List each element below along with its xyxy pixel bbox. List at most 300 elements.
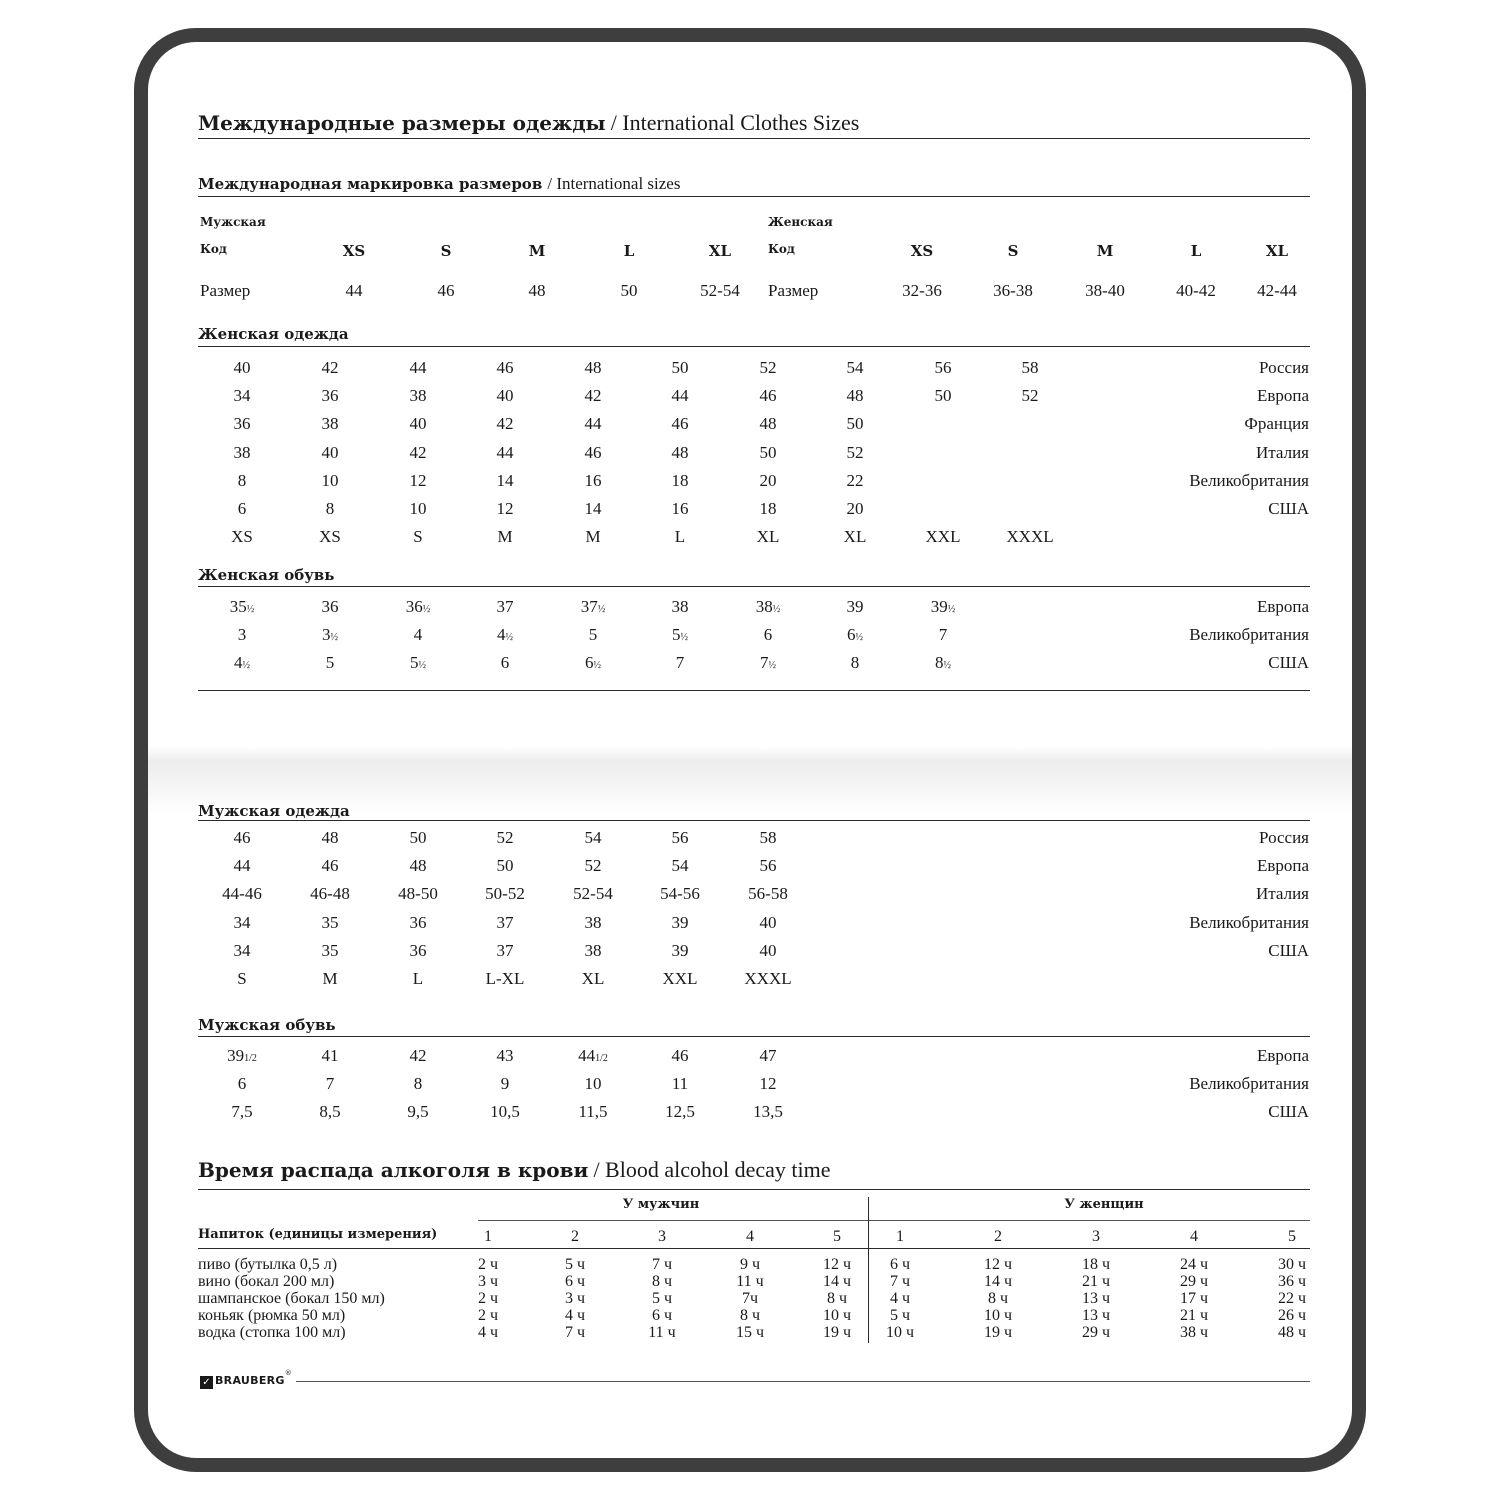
alcohol-women-cell: 13 ч [1081, 1290, 1111, 1307]
men-clothes-cell: 37 [496, 912, 514, 932]
women-shoes-cell [234, 653, 250, 673]
women-shoes-cell [756, 597, 781, 617]
women-shoes-cell-fraction: ½ [418, 660, 426, 672]
men-clothes-country: США [1268, 940, 1309, 960]
alcohol-men-cell: 2 ч [477, 1307, 499, 1324]
men-clothes-cell: 46 [321, 856, 339, 876]
women-clothes-cell: 42 [321, 358, 339, 377]
men-shoes-cell-whole: 13,5 [753, 1102, 783, 1122]
women-shoes-cell-fraction: ½ [242, 660, 250, 672]
men-shoes-cell-whole: 7 [325, 1074, 335, 1094]
women-shoes-cell [406, 597, 431, 617]
intl-women-code: XL [1265, 242, 1289, 260]
women-shoes-cell-fraction: ½ [943, 660, 951, 672]
alcohol-women-cell: 29 ч [1179, 1273, 1209, 1290]
women-shoes-cell-whole: 7 [938, 625, 948, 645]
women-clothes-country: Франция [1244, 414, 1309, 434]
women-shoes-cell-whole: 38 [755, 597, 773, 616]
alcohol-men-cell: 6 ч [564, 1273, 586, 1290]
men-shoes-cell [322, 1046, 339, 1066]
women-shoes-cell [847, 597, 864, 617]
alcohol-men-cell: 10 ч [822, 1307, 852, 1324]
women-shoes-cell-whole: 8 [850, 653, 860, 673]
women-shoes-cell-whole: 5 [410, 653, 419, 673]
men-shoes-cell [497, 1046, 514, 1066]
women-shoes-cell-whole: 39 [930, 597, 948, 616]
men-clothes-cell: S [237, 969, 247, 988]
women-clothes-cell: 44 [496, 442, 514, 462]
women-clothes-cell: XL [843, 527, 867, 547]
women-clothes-cell: 36 [233, 414, 251, 434]
alcohol-women-cell: 30 ч [1277, 1256, 1307, 1273]
men-clothes-cell: 50 [496, 856, 514, 876]
alcohol-men-cell: 19 ч [822, 1324, 852, 1341]
men-shoes-cell-whole: 10 [584, 1074, 602, 1094]
women-shoes-cell [589, 625, 598, 645]
women-shoes-cell-fraction: ½ [680, 632, 688, 644]
alcohol-women-cell: 5 ч [889, 1307, 911, 1324]
women-shoes-cell-fraction: ½ [593, 660, 601, 672]
men-clothes-country: Европа [1256, 856, 1309, 876]
women-clothes-cell: XL [756, 527, 780, 547]
intl-women-code: L [1190, 242, 1202, 260]
women-shoes-country: США [1268, 653, 1309, 673]
women-shoes-cell-whole: 8 [935, 653, 944, 673]
alcohol-women-cell: 26 ч [1277, 1307, 1307, 1324]
intl-men-code: XS [342, 242, 366, 260]
men-clothes-cell: 35 [321, 940, 339, 960]
women-clothes-cell: 22 [846, 470, 864, 490]
women-shoes-cell [585, 653, 601, 673]
men-clothes-cell: XXL [662, 969, 698, 988]
alcohol-men-cell: 12 ч [822, 1256, 852, 1273]
women-shoes-rule [198, 586, 1310, 587]
men-clothes-cell: 48-50 [398, 884, 438, 904]
men-shoes-cell-whole: 42 [409, 1046, 427, 1065]
women-shoes-cell-whole: 5 [325, 653, 335, 673]
intl-men-size: 52-54 [700, 281, 740, 300]
women-shoes-cell [935, 653, 951, 673]
men-clothes-cell: 38 [584, 940, 602, 960]
men-clothes-cell: 38 [584, 912, 602, 932]
women-shoes-cell [581, 597, 606, 617]
men-clothes-cell: 40 [759, 912, 777, 932]
women-clothes-cell: 52 [1021, 386, 1039, 406]
women-shoes-cell [497, 625, 513, 645]
men-shoes-cell-fraction: 1/2 [595, 1053, 608, 1064]
women-clothes-cell: 58 [1021, 358, 1039, 377]
women-clothes-cell: 50 [671, 358, 689, 377]
men-shoes-cell-whole: 11 [671, 1074, 689, 1094]
intl-men-code: S [440, 242, 452, 260]
alcohol-men-cell: 8 ч [651, 1273, 673, 1290]
women-shoes-cell-fraction: ½ [246, 604, 255, 615]
alcohol-men-cell: 14 ч [822, 1273, 852, 1290]
men-clothes-cell: M [322, 969, 338, 988]
men-shoes-cell [407, 1102, 428, 1122]
alcohol-men-cell: 9 ч [739, 1256, 761, 1273]
women-shoes-cell-whole: 36 [321, 597, 339, 616]
alcohol-women-cell: 8 ч [987, 1290, 1009, 1307]
alcohol-heading [198, 1157, 831, 1183]
men-clothes-cell: L [412, 969, 424, 988]
women-shoes-cell [238, 625, 247, 645]
alcohol-men-cell: 6 ч [651, 1307, 673, 1324]
women-clothes-cell: 12 [496, 499, 514, 518]
intl-men-code-label: Код [200, 242, 227, 256]
women-clothes-cell: 40 [496, 386, 514, 406]
women-shoes-cell-fraction: ½ [947, 604, 956, 615]
men-shoes-cell-whole: 9 [500, 1074, 510, 1094]
brand-reg: ® [284, 1369, 292, 1377]
men-clothes-cell: 54-56 [660, 884, 700, 904]
women-shoes-cell [939, 625, 948, 645]
women-clothes-cell: 38 [409, 386, 427, 406]
women-clothes-cell: 54 [846, 358, 864, 377]
women-clothes-cell: XS [231, 527, 253, 547]
intl-women-size: 40-42 [1176, 281, 1216, 300]
women-shoes-cell-whole: 7 [675, 653, 685, 673]
alcohol-women-cell: 13 ч [1081, 1307, 1111, 1324]
alcohol-men-cell: 7 ч [651, 1256, 673, 1273]
alcohol-women-col: 5 [1288, 1228, 1296, 1245]
women-clothes-cell: 44 [584, 414, 602, 434]
women-clothes-cell: 48 [584, 358, 602, 377]
women-shoes-cell-whole: 37 [496, 597, 514, 616]
women-clothes-cell: 48 [759, 414, 777, 434]
intl-rule [198, 196, 1310, 197]
men-clothes-cell: 58 [759, 828, 777, 847]
women-clothes-cell: 20 [846, 499, 864, 518]
men-shoes-cell-whole: 8,5 [319, 1102, 341, 1122]
alcohol-men-col: 5 [833, 1228, 841, 1245]
women-shoes-cell [676, 653, 685, 673]
women-clothes-cell: 50 [759, 442, 777, 462]
men-shoes-cell [501, 1074, 510, 1094]
women-clothes-cell: 34 [233, 386, 251, 406]
page-title-en: / International Clothes Sizes [610, 110, 860, 135]
women-shoes-cell-fraction: ½ [330, 632, 338, 644]
alcohol-women-cell: 14 ч [983, 1273, 1013, 1290]
women-clothes-cell: 36 [321, 386, 339, 406]
women-clothes-cell: 38 [233, 442, 251, 462]
intl-men-code: M [528, 242, 546, 260]
women-clothes-cell: 44 [409, 358, 427, 377]
women-clothes-cell: 40 [233, 358, 251, 377]
women-shoes-cell [672, 625, 688, 645]
men-clothes-heading: Мужская одежда [198, 802, 350, 820]
alcohol-women-cell: 36 ч [1277, 1273, 1307, 1290]
women-shoes-cell [322, 625, 338, 645]
alcohol-men-cell: 8 ч [739, 1307, 761, 1324]
intl-women-size: 32-36 [902, 281, 942, 300]
women-clothes-cell: 46 [671, 414, 689, 434]
intl-men-label: Мужская [200, 215, 266, 229]
men-shoes-country: США [1268, 1102, 1309, 1122]
women-shoes-cell-whole: 5 [588, 625, 598, 645]
women-shoes-cell-whole: 3 [237, 625, 247, 645]
women-shoes-cell-fraction: ½ [768, 660, 776, 672]
alcohol-men-col: 1 [484, 1228, 492, 1245]
women-clothes-cell: M [497, 527, 513, 547]
men-clothes-country: Великобритания [1189, 912, 1309, 932]
women-clothes-country: Россия [1259, 358, 1309, 377]
alcohol-women-cell: 29 ч [1081, 1324, 1111, 1341]
intl-women-size: 42-44 [1257, 281, 1297, 300]
men-shoes-cell [326, 1074, 335, 1094]
men-shoes-cell-whole: 12,5 [665, 1102, 695, 1122]
men-shoes-cell-whole: 47 [759, 1046, 777, 1065]
women-clothes-cell: 42 [409, 442, 427, 462]
women-clothes-cell: 48 [671, 442, 689, 462]
intl-men-size: 50 [620, 281, 638, 300]
intl-heading-en: / International sizes [547, 174, 681, 193]
women-clothes-cell: S [413, 527, 423, 547]
men-clothes-cell: 46-48 [310, 884, 350, 904]
intl-women-label: Женская [768, 215, 833, 229]
women-clothes-cell: 42 [584, 386, 602, 406]
women-clothes-cell: 8 [325, 499, 335, 518]
alcohol-women-cell: 6 ч [889, 1256, 911, 1273]
alcohol-men-cell: 4 ч [477, 1324, 499, 1341]
women-clothes-cell: 8 [237, 470, 247, 490]
women-shoes-cell [497, 597, 514, 617]
alcohol-drink: водка (стопка 100 мл) [198, 1324, 346, 1341]
women-shoes-cell [501, 653, 510, 673]
men-shoes-cell-whole: 46 [671, 1046, 689, 1065]
intl-women-code-label: Код [768, 242, 795, 256]
alcohol-drink: вино (бокал 200 мл) [198, 1273, 335, 1290]
men-shoes-cell [238, 1074, 247, 1094]
women-shoes-cell [414, 625, 423, 645]
alcohol-men-cell: 5 ч [564, 1256, 586, 1273]
alcohol-women-cell: 12 ч [983, 1256, 1013, 1273]
women-clothes-cell: XS [319, 527, 341, 547]
alcohol-men-cell: 15 ч [735, 1324, 765, 1341]
alcohol-men-cell: 11 ч [648, 1324, 676, 1341]
intl-men-size: 46 [437, 281, 455, 300]
women-shoes-cell-fraction: ½ [772, 604, 781, 615]
men-shoes-cell-whole: 12 [759, 1074, 777, 1094]
men-clothes-cell: 36 [409, 940, 427, 960]
intl-men-code: XL [708, 242, 732, 260]
women-clothes-cell: M [585, 527, 601, 547]
intl-heading [198, 174, 680, 194]
men-clothes-country: Россия [1259, 828, 1309, 847]
women-shoes-cell [847, 625, 863, 645]
men-clothes-cell: 56 [759, 856, 777, 876]
women-shoes-cell [851, 653, 860, 673]
intl-men-size: 48 [528, 281, 546, 300]
men-clothes-cell: 56-58 [748, 884, 788, 904]
women-clothes-rule [198, 346, 1310, 347]
women-shoes-country: Европа [1256, 597, 1309, 616]
alcohol-subheader-rule [478, 1220, 1310, 1221]
alcohol-divider [868, 1197, 869, 1343]
men-shoes-cell-whole: 39 [227, 1046, 245, 1065]
women-shoes-cell-whole: 4 [497, 625, 506, 645]
alcohol-header-rule [198, 1248, 1310, 1249]
women-clothes-cell: 6 [237, 499, 247, 518]
men-shoes-cell [672, 1074, 688, 1094]
men-shoes-heading: Мужская обувь [198, 1016, 336, 1034]
women-clothes-cell: 40 [409, 414, 427, 434]
men-clothes-cell: 39 [671, 940, 689, 960]
men-clothes-cell: 37 [496, 940, 514, 960]
alcohol-men-cell: 11 ч [736, 1273, 764, 1290]
men-shoes-cell [760, 1074, 777, 1094]
men-shoes-cell [753, 1102, 783, 1122]
intl-women-code: M [1096, 242, 1114, 260]
alcohol-men-cell: 3 ч [477, 1273, 499, 1290]
women-clothes-cell: 10 [409, 499, 427, 518]
alcohol-women-col: 2 [994, 1228, 1002, 1245]
intl-women-code: XS [910, 242, 934, 260]
women-shoes-cell [410, 653, 426, 673]
men-shoes-cell-whole: 43 [496, 1046, 514, 1065]
brand-logo [200, 1369, 292, 1389]
women-shoes-cell-whole: 35 [229, 597, 247, 616]
men-shoes-cell-whole: 44 [578, 1046, 596, 1065]
men-shoes-cell-whole: 10,5 [490, 1102, 520, 1122]
women-clothes-country: США [1268, 499, 1309, 518]
women-clothes-cell: 20 [759, 470, 777, 490]
title-rule [198, 138, 1310, 139]
women-clothes-cell: 16 [671, 499, 689, 518]
alcohol-women-cell: 48 ч [1277, 1324, 1307, 1341]
women-clothes-cell: 42 [496, 414, 514, 434]
page-title [198, 110, 859, 136]
alcohol-men-cell: 4 ч [564, 1307, 586, 1324]
alcohol-women-col: 1 [896, 1228, 904, 1245]
intl-men-size-label: Размер [200, 281, 251, 300]
women-shoes-cell-whole: 6 [847, 625, 856, 645]
men-shoes-cell-whole: 41 [321, 1046, 339, 1065]
women-shoes-cell-whole: 5 [672, 625, 681, 645]
alcohol-men-cell: 2 ч [477, 1290, 499, 1307]
alcohol-drink: коньяк (рюмка 50 мл) [198, 1307, 346, 1324]
men-shoes-country: Европа [1256, 1046, 1309, 1065]
men-shoes-cell [231, 1102, 252, 1122]
women-clothes-cell: 46 [759, 386, 777, 406]
women-clothes-cell: 40 [321, 442, 339, 462]
brand-rule [296, 1381, 1310, 1382]
alcohol-heading-ru: Время распада алкоголя в крови [198, 1158, 589, 1182]
women-shoes-bottom-rule [198, 690, 1310, 691]
men-clothes-cell: 50 [409, 828, 427, 847]
intl-men-size: 44 [345, 281, 363, 300]
men-shoes-cell [319, 1102, 340, 1122]
men-shoes-cell [578, 1046, 608, 1066]
alcohol-heading-en: / Blood alcohol decay time [593, 1157, 831, 1182]
brand-name: BRAUBERG [215, 1374, 285, 1387]
alcohol-women-cell: 22 ч [1277, 1290, 1307, 1307]
alcohol-women-cell: 19 ч [983, 1324, 1013, 1341]
women-clothes-cell: 50 [846, 414, 864, 434]
women-shoes-cell-whole: 36 [405, 597, 423, 616]
men-clothes-cell: 36 [409, 912, 427, 932]
alcohol-women-cell: 24 ч [1179, 1256, 1209, 1273]
alcohol-men-col: 4 [746, 1228, 754, 1245]
women-shoes-cell-whole: 6 [763, 625, 773, 645]
alcohol-rule [198, 1189, 1310, 1190]
intl-women-size: 36-38 [993, 281, 1033, 300]
men-clothes-cell: 40 [759, 940, 777, 960]
alcohol-women-col: 4 [1190, 1228, 1198, 1245]
women-shoes-cell-whole: 6 [500, 653, 510, 673]
men-clothes-cell: XL [581, 969, 605, 988]
women-clothes-cell: 12 [409, 470, 427, 490]
women-clothes-cell: 46 [496, 358, 514, 377]
women-shoes-cell [672, 597, 689, 617]
men-shoes-cell [414, 1074, 423, 1094]
women-shoes-cell-whole: 3 [322, 625, 331, 645]
men-shoes-cell-whole: 9,5 [407, 1102, 429, 1122]
women-clothes-cell: 50 [934, 386, 952, 406]
alcohol-women-cell: 21 ч [1179, 1307, 1209, 1324]
women-clothes-heading: Женская одежда [198, 325, 349, 343]
intl-men-code: L [623, 242, 635, 260]
women-shoes-cell [230, 597, 255, 617]
intl-women-size-label: Размер [768, 281, 819, 300]
men-clothes-cell: 34 [233, 912, 251, 932]
women-shoes-cell-whole: 39 [846, 597, 864, 616]
women-shoes-cell-whole: 6 [585, 653, 594, 673]
women-clothes-cell: 56 [934, 358, 952, 377]
women-shoes-cell-fraction: ½ [597, 604, 606, 615]
women-shoes-cell-fraction: ½ [505, 632, 513, 644]
women-clothes-cell: 52 [759, 358, 777, 377]
intl-women-code: S [1007, 242, 1019, 260]
alcohol-drink-header: Напиток (единицы измерения) [198, 1227, 438, 1242]
men-clothes-cell: 52 [496, 828, 514, 847]
men-shoes-cell [490, 1102, 520, 1122]
brand-mark-icon: ✓ [200, 1376, 213, 1389]
alcohol-women-cell: 18 ч [1081, 1256, 1111, 1273]
women-shoes-cell-whole: 37 [580, 597, 598, 616]
women-clothes-country: Италия [1255, 442, 1309, 462]
women-shoes-cell-whole: 38 [671, 597, 689, 616]
men-clothes-cell: 54 [584, 828, 602, 847]
men-clothes-cell: 44 [233, 856, 251, 876]
women-shoes-cell-whole: 4 [413, 625, 423, 645]
men-shoes-cell [665, 1102, 695, 1122]
alcohol-men-cell: 2 ч [477, 1256, 499, 1273]
men-shoes-cell-whole: 6 [237, 1074, 247, 1094]
page-title-ru: Международные размеры одежды [198, 111, 606, 135]
men-clothes-cell: 48 [321, 828, 339, 847]
women-clothes-cell: 48 [846, 386, 864, 406]
women-clothes-cell: 52 [846, 442, 864, 462]
men-clothes-cell: 44-46 [222, 884, 262, 904]
men-clothes-cell: 54 [671, 856, 689, 876]
alcohol-men-cell: 7ч [741, 1290, 759, 1307]
women-clothes-cell: 18 [671, 470, 689, 490]
women-shoes-cell-fraction: ½ [855, 632, 863, 644]
women-clothes-cell: 14 [496, 470, 514, 490]
men-shoes-cell [227, 1046, 257, 1066]
alcohol-women-cell: 10 ч [885, 1324, 915, 1341]
women-clothes-cell: XXXL [1006, 527, 1054, 547]
women-clothes-cell: 38 [321, 414, 339, 434]
men-shoes-cell [672, 1046, 689, 1066]
women-shoes-country: Великобритания [1189, 625, 1309, 645]
men-clothes-cell: 50-52 [485, 884, 525, 904]
women-shoes-cell [322, 597, 339, 617]
alcohol-women-cell: 10 ч [983, 1307, 1013, 1324]
women-clothes-cell: XXL [925, 527, 961, 547]
men-shoes-cell [410, 1046, 427, 1066]
